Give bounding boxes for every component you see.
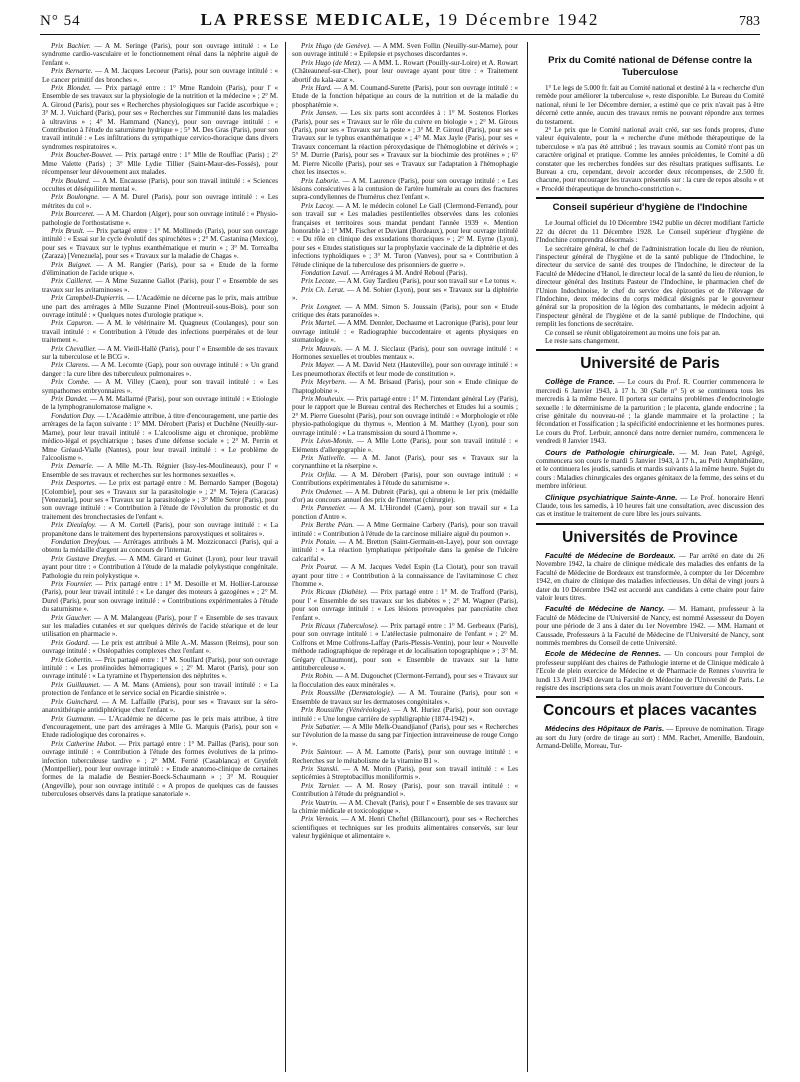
prize-text: — A Mlle Lotte (Paris), pour son travail intitulé : « Eléments d'allergographie ».: [292, 437, 518, 454]
prize-name: Prix Hard.: [301, 84, 332, 93]
prize-text: — A MM. Dennler, Dechaume et Lacronique (Paris), pour leur ouvrage intitulé : « Radiographie buccodentaire et agents physiques en stomatologie ».: [292, 319, 518, 345]
prize-name: Prix Bouchet-Bouvet.: [51, 151, 113, 160]
prize-text: — Prix partagé entre : 1° M. l'intendant général Ley (Paris), pour le rapport que le Bureau central des Recherches et Etudes lui a soumis ; 2° M. Pierre Guesolnt (Paris), pour son ouvrage intitulé : « Morphologie et rôle physio-pathologique du thymus », Mention à M. Matthey (Lyon), pour son ouvrage intitulé : « La transmission du sourd à l'homme ».: [292, 395, 518, 437]
prize-name: Prix Potain.: [301, 537, 337, 546]
issue-number: N° 54: [40, 13, 81, 29]
prize-entry: [42, 656, 278, 681]
prize-text: — A MM. Simon S. Joussain (Paris), pour son « Etude critique des états paranoïdes ».: [292, 302, 518, 319]
prize-name: Prix Lacoy.: [301, 201, 335, 210]
prize-name: Prix Ondemet.: [301, 487, 344, 496]
prize-name: Prix Hugo (de Metz).: [301, 58, 362, 67]
prize-entry: [42, 639, 278, 656]
prize-name: Prix Martel.: [301, 319, 337, 328]
prize-entry: [292, 202, 518, 269]
paragraph: Le Journal officiel du 10 Décembre 1942 publie un décret modifiant l'article 22 du décret du 11 Décembre 1928. Le Conseil supérieur d'hygiène de l'Indochine comprendra désormais :: [536, 219, 764, 245]
prize-name: Prix Tarnier.: [301, 781, 341, 790]
prize-entry: [42, 378, 278, 395]
prize-entry: [292, 277, 518, 285]
prize-entry: [292, 748, 518, 765]
prize-text: — A M. Durel (Paris), pour son ouvrage intitulé : « Les métrites du col ».: [42, 193, 278, 210]
prize-text: — A M. Touraine (Paris), pour son « Ensemble de travaux sur les dermatoses congénitales ».: [292, 689, 518, 706]
prize-entry: [42, 395, 278, 412]
prize-entry: [292, 504, 518, 521]
prize-text: — Prix partagé entre : 1° M. Paillas (Paris), pour son ouvrage intitulé : « Contribution à l'étude des formes évolutives de la primo-infection tuberculeuse tardive » ; 2° MM. Ferrié (Casablanca) et Grynfelt (Montpellier), pour leur ouvrage intitulé : « Etude anatomo-clinique de certaines formes de la maladie de Besnier-Boeck-Schaumann » ; 3° M. Rouquier (Angeville), pour son ouvrage intitulé : « A propos de quelques cas de fausses tuberculoses observés dans la pratique sanatoriale ».: [42, 739, 278, 799]
prize-name: Prix Roussilhe (Dermatologie).: [301, 689, 395, 698]
notice-heading: Cours de Pathologie chirurgicale.: [545, 447, 675, 457]
prize-entry: [42, 177, 278, 194]
prize-entry: [42, 555, 278, 580]
prize-entry: [292, 378, 518, 395]
prize-entry: [42, 681, 278, 698]
prize-text: — A M. David Netz (Hauteville), pour son ouvrage intitulé : « Les pneumothorax électifs et leur mode de constitution ».: [292, 361, 518, 378]
notice-text: — M. Hamant, professeur à la Faculté de Médecine de l'Université de Nancy, est nommé Assesseur du Doyen pour une période de 3 ans à dater du 1er Novembre 1942. — MM. Hamant et Caussade, Professeurs à la Faculté de Médecine de l'Université de Nancy, sont nommés membres du Conseil de cette Université.: [536, 605, 764, 647]
prize-entry: [292, 782, 518, 799]
prize-name: Prix Bruslt.: [51, 226, 85, 235]
prize-name: Prix Jansen.: [301, 109, 338, 118]
section-title: Universités de Province: [562, 528, 738, 546]
column-divider: [285, 42, 286, 1072]
prize-text: — Arrérages à M. André Reboul (Paris).: [350, 268, 468, 277]
prize-text: — A Mlle M.-Th. Régnier (Issy-les-Moulineaux), pour l' « Ensemble de ses travaux et recherches sur les hormones sexuelles ».: [42, 462, 278, 479]
section-heading: [536, 696, 764, 720]
prize-text: — A M. Mallarmé (Paris), pour son ouvrage intitulé : « Etiologie de la lymphogranulomatose maligne ».: [42, 395, 278, 412]
prize-text: — A Mme Germaine Carbery (Paris), pour son travail intitulé : « Contribution à l'étude de la carcinose miliaire aiguë du poumon ».: [292, 521, 518, 538]
prize-entry: [42, 277, 278, 294]
prize-name: Prix Gobertin.: [51, 655, 93, 664]
column-divider: [527, 42, 528, 1072]
prize-text: — A M. Rangier (Paris), pour sa « Etude de la forme d'élimination de l'acide urique ».: [42, 260, 278, 277]
prize-entry: [42, 294, 278, 319]
issue-date: 19 Décembre 1942: [431, 10, 600, 29]
prize-entry: [42, 361, 278, 378]
prize-entry: [42, 84, 278, 151]
notice-item: [536, 552, 764, 602]
prize-entry: [292, 345, 518, 362]
prize-name: Prix Lecoze.: [301, 277, 337, 286]
prize-entry: [292, 538, 518, 563]
prize-entry: [292, 706, 518, 723]
prize-name: Prix Desportes.: [51, 479, 97, 488]
prize-name: Prix Longnet.: [301, 302, 342, 311]
journal-title: [201, 10, 600, 30]
prize-text: — Les six parts sont accordées à : 1° M. Sostenos Florkes (Paris), pour ses « Travaux sur le rôle du cuivre en biologie » ; 2° M. Girous (Paris), pour ses « Travaux sur la peste » ; 3° M. P. Giroud (Paris), pour ses « Travaux sur le typhus exanthématique » ; 4° M. Max Jayle (Paris), pour ses « Travaux concernant la réaction péroxydasique de l'hémoglobine et dérivés » ; 5° M. Durrie (Paris), pour ses « Travaux sur la biochimie des protéines » ; 6° M. Pierre Nicolle (Paris), pour ses « Travaux sur l'adaptation à l'hémophagie chez les insectes ».: [292, 109, 518, 177]
prize-text: — Prix partagé entre : 1° M. de Trafford (Paris), pour l' « Ensemble de ses travaux sur les diabètes » ; 2° M. Wagner (Paris), pour son ouvrage intitulé : « Les lésions provoquées par pancréatite chez l'enfant ».: [292, 588, 518, 622]
prize-text: — A M. Chardon (Alger), pour son ouvrage intitulé : « Physio-pathologie de l'orthostatisme ».: [42, 210, 278, 227]
prize-text: — A M. Malangeau (Paris), pour l' « Ensemble de ses travaux sur les maladies cutanées et sur quelques dérivés de l'acide stéarique et de leur utilisation en pharmacie ».: [42, 613, 278, 639]
prize-name: Prix Bernarte.: [51, 67, 93, 76]
prize-name: Prix Buignet.: [51, 260, 92, 269]
prize-name: Prix Guzmann.: [51, 714, 96, 723]
prize-text: — L'Académie ne décerne pas le prix mais attribue, à titre d'encouragement, une part des arrérages à Mlle G. Marquis (Paris), pour son « Etude radiologique des coronaires ».: [42, 714, 278, 740]
notice-item: [536, 378, 764, 445]
prize-text: — Prix partagé entre : 1° Mlle de Rouffiac (Paris) ; 2° Mme Valette (Paris) ; 3° Mlle Lydie Tillier (Saint-Maur-des-Fossés), pour récompenser leur dévouement aux malades.: [42, 151, 278, 177]
prize-entry: [292, 488, 518, 505]
prize-text: — Prix partagé entre : 1° M. Soullard (Paris), pour son ouvrage intitulé : « Les protéinoïdes hémorragiques » ; 2° M. Marot (Paris), pour son ouvrage intitulé : « La tyramine et l'hypertension des néphrites ».: [42, 655, 278, 681]
prize-text: — A M. Brisaud (Paris), pour son « Etude clinique de l'haptoglobine ».: [292, 378, 518, 395]
prize-name: Prix Ricaux (Tuberculose).: [301, 622, 379, 631]
prize-text: — A M. Lamotte (Paris), pour son ouvrage intitulé : « Recherches sur le métabolisme de la vitamine B1 ».: [292, 748, 518, 765]
section-title: Conseil supérieur d'hygiène de l'Indochine: [552, 202, 748, 214]
prize-text: — A M. Dubreit (Paris), qui a obtenu le 1er prix (médaille d'or) au concours annuel des prix de l'internat (chirurgie).: [292, 487, 518, 504]
prize-name: Fondation Day.: [51, 411, 96, 420]
prize-entry: [42, 151, 278, 176]
prize-entry: [292, 454, 518, 471]
prize-name: Prix Laborie.: [301, 176, 340, 185]
notice-text: — Le Prof. honoraire Henri Claude, tous les samedis, à 10 heures fait une consultation, avec discussion des cas et institue le traitement de cure libre les jours suivants.: [536, 493, 764, 519]
section-heading: [536, 349, 764, 373]
prize-name: Prix Nativelle.: [301, 453, 346, 462]
prize-text: — A MM. Girard et Guinet (Lyon), pour leur travail ayant pour titre : « Contribution à l'étude de la maladie polykystique congénitale. Pathologie du rein polykystique ».: [42, 554, 278, 580]
prize-text: — A M. J. Sicclauz (Paris), pour son ouvrage intitulé : « Hormones sexuelles et troubles mentaux ».: [292, 344, 518, 362]
prize-entry: [42, 521, 278, 538]
prize-text: — A M. le médecin colonel Le Gall (Clermond-Ferrand), pour son travail sur « Les maladies pestilentielles observées dans les colonies françaises et territoires sous mandat pendant l'année 1939 ». Mention honorable à : 1° MM. Fischer et Duviant (Bordeaux), pour leur ouvrage intitulé : « Du rôle en clinique des exsudations thoraciques » ; 2° M. Eyrne (Lyon), pour ses « Etudes statistiques sur la prophylaxie vaccinale de la diphtérie et des infections typhoïdiques » ; 3° M. Turon (Vanves), pour sa « Contribution à l'étude clinique de la tuberculose des prisonniers de guerre ».: [292, 201, 518, 269]
prize-name: Prix Vautrin.: [301, 798, 338, 807]
prize-text: — A M. Huriez (Paris), pour son ouvrage intitulé : « Une longue carrière de syphiligraphie (1874-1942) ».: [292, 706, 518, 723]
prize-text: — Le prix est partagé entre : M. Bernardo Samper (Bogota) [Colombie], pour ses « Travaux sur la parasitologie » ; 2° M. Tejera (Caracas) [Venezuela], pour ses « Travaux sur la parasitologie » ; 3° Mlle Seror (Paris), pour son ouvrage intitulé : « Contribution à l'étude de l'évolution du pronostic et du traitement des bronchectasies de l'enfant ».: [42, 479, 278, 521]
paragraph: Le secrétaire général, le chef de l'administration locale du lieu de réunion, l'inspecteur général de l'hygiène et de la santé publique de l'Indochine, le directeur du service de santé des troupes de l'Indochine, le directeur de la Faculté de Médecine d'Hanoï, le directeur local de la santé du lieu de réunion, le directeur général des Instituts Pasteur de l'Indochine, le pharmacien chef de l'Union Indochinoise, le chef du service des épizooties et de l'élevage de l'Indochine, deux médecins du corps médical désignés par le gouverneur général sur la proposition de la légion des combattants, le médecin adjoint à l'inspecteur général de l'hygiène et de la santé publique de l'Indochine, qui remplit les fonctions de secrétaire.: [536, 244, 764, 329]
prize-text: — A M. Laffaille (Paris), pour ses « Travaux sur la séro-anatoxithérapie antidiphtérique chez l'enfant ».: [42, 697, 278, 715]
prize-name: Prix Stanski.: [301, 764, 340, 773]
notice-text: — Epreuve de nomination. Tirage au sort du Jury (ordre de tirage au sort) : MM. Rachet, Amenille, Baudouin, Armand-Delille, Moreau, Tur-: [536, 725, 764, 751]
prize-text: — A M. Laurence (Paris), pour son ouvrage intitulé : « Les lésions consécutives à la contusion de l'artère humérale au cours des fractures supra-condyliennes de l'humérus chez l'enfant ».: [292, 176, 518, 202]
prize-name: Prix Orfila.: [301, 470, 337, 479]
section-body: [536, 84, 764, 193]
section-body: [536, 552, 764, 693]
prize-entry: [42, 698, 278, 715]
section-body: [536, 725, 764, 750]
prize-name: Prix Bourceret.: [51, 210, 95, 219]
prize-entry: [292, 84, 518, 109]
prize-name: Prix Catherine Hubot.: [51, 739, 117, 748]
notice-heading: Clinique psychiatrique Sainte-Anne.: [545, 492, 678, 502]
prize-text: — L'Académie attribue, à titre d'encouragement, une partie des arrérages de la façon suivante : 1° MM. Dérobert (Paris) et Duchêne (Neuilly-sur-Marne), pour leur travail intitulé : « L'alcoolisme aigu et chronique, problème médico-légal et psychiatrique ; bases d'une défense sociale » ; 2° M. Perrin et Mme Gréaud-Vialle (Nantes), pour leur travail intitulé : « Le problème de l'alcoolisme ».: [42, 411, 278, 462]
prize-entry: [292, 723, 518, 748]
prize-name: Prix Campbell-Dupierris.: [51, 294, 125, 303]
prize-name: Prix Gaucher.: [51, 613, 92, 622]
prize-name: Prix Léon-Monin.: [301, 437, 354, 446]
notice-item: [536, 494, 764, 519]
section-title: Concours et places vacantes: [543, 702, 757, 720]
section-body: [536, 219, 764, 345]
prize-name: Prix Capuron.: [51, 319, 94, 328]
prize-text: — A M. Bretton (Saint-Germain-en-Laye), pour son ouvrage intitulé : « La réaction lymphatique péripoétale dans la genèse de l'ulcère calcarifal ».: [292, 537, 518, 563]
prize-entry: [42, 580, 278, 614]
notice-heading: Ecole de Médecine de Rennes.: [545, 649, 662, 659]
notice-heading: Collège de France.: [545, 377, 615, 387]
prize-entry: [42, 479, 278, 521]
prize-entry: [42, 538, 278, 555]
prize-entry: [292, 521, 518, 538]
prize-text: — A M. Rosey (Paris), pour son travail intitulé : « Contribution à l'étude du prégnandiol ».: [292, 781, 518, 799]
prize-entry: [42, 67, 278, 84]
prize-name: Prix Saintour.: [301, 748, 343, 757]
paragraph: 1° Le legs de 5.000 fr. fait au Comité national et destiné à la « recherche d'un remède pour améliorer la tuberculose », reste disponible. Le Bureau du Comité national, réuni le 1er Décembre dernier, a estimé que ce prix n'avait pas à être décerné cette année, aucun des travaux remis ne pouvant répondre aux termes du testament.: [536, 84, 764, 126]
prize-entry: [292, 563, 518, 588]
prize-entry: [42, 210, 278, 227]
prize-entry: [292, 109, 518, 176]
prize-name: Prix Demarle.: [51, 462, 94, 471]
prize-text: — A MM. Sven Follin (Neuilly-sur-Marne), pour son ouvrage intitulé : « Epilepsie et psychoses discordantes ».: [292, 42, 518, 59]
prize-entry: [292, 303, 518, 320]
prize-text: — A M. Cortell (Paris), pour son ouvrage intitulé : « La propanétone dans le traitement des hypertensions paroxystiques et solitaires ».: [42, 521, 278, 538]
prize-name: Prix Boulard.: [51, 176, 91, 185]
prize-text: — A M. Vieill-Hallé (Paris), pour l' « Ensemble de ses travaux sur la tuberculose et le BCG ».: [42, 344, 278, 362]
prize-text: — Prix partagé entre : 1° M. Desoille et M. Hollier-Larousse (Paris), pour leur travail intitulé : « Le danger des moteurs à gazogènes » ; 2° M. Durel (Paris), pour son ouvrage intitulé : « Contributions expérimentales à l'étude du saturnisme ».: [42, 580, 278, 614]
prize-entry: [42, 462, 278, 479]
notice-heading: Médecins des Hôpitaux de Paris.: [545, 724, 665, 734]
notice-heading: Faculté de Médecine de Nancy.: [545, 604, 665, 614]
prize-entry: [292, 59, 518, 84]
prize-text: — A M. Villey (Caen), pour son travail intitulé : « Les sympathomes embryonnaires ».: [42, 378, 278, 395]
prize-text: — L'Académie ne décerne pas le prix, mais attribue une part des arrérages à Mlle Suzanne Pinel (Montreuil-sous-Bois), pour son ouvrage intitulé : « Quelques notes d'urologie pratique ».: [42, 294, 278, 319]
prize-name: Prix Vernois.: [301, 815, 339, 824]
prize-entry: [42, 261, 278, 278]
notice-item: [536, 725, 764, 750]
section-heading: [536, 197, 764, 214]
prize-name: Prix Combe.: [51, 378, 90, 387]
prize-text: — A M. Janot (Paris), pour ses « Travaux sur la corynanthine et la réserpine ».: [292, 453, 518, 471]
prize-entry: [292, 269, 518, 277]
prize-entry: [292, 437, 518, 454]
prize-entry: [42, 412, 278, 462]
prize-entry: [292, 765, 518, 782]
prize-entry: [292, 395, 518, 437]
prize-text: — A M. le vétérinaire M. Quagneux (Coulanges), pour son travail intitulé : « Contribution à l'étude des infections puerpérales et de leur traitement ».: [42, 319, 278, 345]
notice-heading: Faculté de Médecine de Bordeaux.: [545, 550, 676, 560]
prize-text: — A M. L'Hirondel (Caen), pour son travail sur « La ponction d'Antre ».: [292, 504, 518, 521]
prize-text: — A M. Henri Cheftel (Billancourt), pour ses « Recherches scientifiques et techniques sur les produits alimentaires conservés, sur leur valeur hygiénique et alimentaire ».: [292, 815, 518, 841]
prize-entry: [292, 799, 518, 816]
column-3: [536, 42, 764, 1072]
prize-name: Prix Cailleret.: [51, 277, 93, 286]
prize-name: Prix Clarens.: [51, 361, 90, 370]
prize-entry: [42, 740, 278, 799]
paragraph: 2° Le prix que le Comité national avait créé, sur ses fonds propres, d'une valeur équivalente, pour la « recherche d'une méthode thérapeutique de la tuberculose » n'a pas été attribué ; les travaux soumis au Comité n'ont pas un caractère original et pratique. Comme les années précédentes, le Comité a dû constater que les recherches fondées sur des résultats pratiques suffisants. Le Bureau a cru, cependant, devoir accorder deux récompenses, de 2.500 fr. chacune, pour encourager les travaux présentés sur : la cure de repos absolu » et « Procédé thérapeutique de broncho-constriction ».: [536, 126, 764, 193]
prize-name: Prix Bachier.: [51, 42, 91, 50]
paragraph: Le reste sans changement.: [545, 336, 620, 345]
prize-text: — Le prix est attribué à Mlle A.-M. Masson (Reims), pour son ouvrage intitulé : « Ostéopathies complexes chez l'enfant ».: [42, 638, 278, 656]
prize-text: — A MM. L. Rowart (Pouilly-sur-Loire) et A. Rowart (Châteauneuf-sur-Cher), pour leur ouvrage ayant pour titre : « Traitement abortif du kala-azar ».: [292, 58, 518, 84]
prize-entry: [292, 815, 518, 840]
prize-name: Prix Ricaux (Diabète).: [301, 588, 368, 597]
prize-text: — A M. Chevalt (Paris), pour l' « Ensemble de ses travaux sur la chimie médicale et toxicologique ».: [292, 798, 518, 815]
prize-name: Fondation Dreyfous.: [51, 537, 111, 546]
prize-entry: [292, 672, 518, 689]
prize-text: — Arrérages attribués à M. Mozziconacci (Paris), qui a obtenu la médaille d'argent au concours de l'internat.: [42, 537, 278, 555]
prize-entry: [292, 588, 518, 622]
paragraph: Ce conseil se réunit obligatoirement au moins une fois par an.: [545, 328, 721, 337]
prize-name: Fondation Laval.: [301, 268, 351, 277]
prize-text: — Prix partagé entre : 1° M. Gerbeaux (Paris), pour son ouvrage intitulé : « L'atélectasie pulmonaire de l'enfant » ; 2° M. Colfrons et Mme Colfrons-Laffay (Paris-Plessis-Ventin), pour leur « Nouvelle méthode radiographique de repérage et de localisation topographique » ; 3° M. Grégary (Chaumont), pour son « Ensemble de travaux sur la lutte antituberculeuse ».: [292, 622, 518, 673]
prize-name: Prix Mayer.: [301, 361, 335, 370]
prize-text: — A M. Coumand-Surette (Paris), pour son ouvrage intitulé : « Etude de la fonction hépatique au cours de la nutrition et de la maladie du phosphatémie ».: [292, 84, 518, 109]
page-number: 783: [739, 14, 760, 29]
prize-text: — A M. Morin (Paris), pour son travail intitulé : « Les septicémies à Streptobacillus moniliformis ».: [292, 764, 518, 782]
column-1: [42, 42, 278, 1072]
prize-entry: [42, 42, 278, 67]
notice-text: — M. Jean Patel, Agrégé, commencera son cours le mardi 5 Janvier 1943, à 17 h., au Petit Amphithéâtre, et le continuera les jeudis, samedis et mardis suivants à la même heure. Sujet du cours : Maladies chirurgicales des organes génitaux de la femme, des seins et du membre inférieur.: [536, 448, 764, 491]
prize-text: — Prix partagé entre : 1° Mme Randoin (Paris), pour l' « Ensemble de ses travaux sur la physiologie de la nutrition et la médecine » ; 2° M. A. Giroud (Paris), pour ses « Recherches physiologiques sur l'acide ascorbique » ; 3° M. J. Vuichard (Paris), pour ses « Recherches sur l'immunité dans les maladies à ultravirus » ; 4° M. Hammand (Nancy), pour son ouvrage intitulé : « Contribution à l'étude du saturnisme hydrique » ; 5° M. Des Gras (Paris), pour son travail intitulé : « Les infiltrations du sympathique cervico-thoracique dans divers syndromes respiratoires ».: [42, 84, 278, 151]
section-heading: [536, 52, 764, 79]
prize-text: — A M. Sohier (Lyon), pour ses « Travaux sur la diphtérie ».: [292, 285, 518, 303]
prize-text: — A M. Jacques Vedel Espin (La Ciotat), pour son travail ayant pour titre : « Contribution à la connaissance de l'avitaminose C chez l'homme ».: [292, 563, 518, 588]
notice-item: [536, 650, 764, 692]
notice-item: [536, 605, 764, 647]
prize-name: Prix Boulongne.: [51, 193, 100, 202]
prize-entry: [42, 715, 278, 740]
prize-name: Prix Sabatier.: [301, 722, 341, 731]
prize-name: Prix Meyrbern.: [301, 378, 347, 387]
prize-text: — Prix partagé entre : 1° M. Mollinedo (Paris), pour son ouvrage intitulé : « Essai sur le cycle évolutif des spirochètes » ; 2° M. Castanina (Mexico), pour ses « Travaux sur le typhus exanthématique et murin » ; 3° M. Torrealba (Zaraza) [Venezuela], pour ses « Travaux sur la maladie de Chagas ».: [42, 226, 278, 261]
prize-entry: [292, 319, 518, 344]
prize-name: Prix Ch. Lerat.: [301, 285, 345, 294]
section-heading: [536, 523, 764, 547]
prize-name: Prix Gustave Dreyfus.: [51, 554, 117, 563]
prize-name: Prix Blondet.: [51, 84, 91, 93]
prize-entry: [292, 689, 518, 706]
prize-name: Prix Mauvais.: [301, 344, 343, 353]
section-body: [536, 378, 764, 519]
prize-name: Prix Godard.: [51, 638, 90, 647]
notice-text: — Un concours pour l'emploi de professeur suppléant des chaires de Pathologie interne et de Clinique médicale à l'Ecole de plein exercice de Médecine et de Pharmacie de Rennes s'ouvrira le lundi 13 Avril 1943 devant la Faculté de Médecine de l'Université de Paris. Le registre des inscriptions sera clos un mois avant l'ouverture du Concours.: [536, 650, 764, 692]
prize-name: Prix Dieulafoy.: [51, 521, 97, 530]
prize-entry: [292, 286, 518, 303]
prize-name: Prix Guillaumet.: [51, 680, 101, 689]
prize-text: — A Mme Suzanne Gallot (Paris), pour l' « Ensemble de ses travaux sur les avitaminoses ».: [42, 277, 278, 294]
prize-name: Prix Guinchard.: [51, 697, 99, 706]
notice-text: — Le cours du Prof. R. Courrier commencera le mercredi 6 Janvier 1943, à 17 h. 30 (Salle n° 5) et se continuera tous les mercredis à la même heure. Il portera sur certains problèmes d'endocrinologie sexuelle : le déterminisme de la parturition ; le placenta, glande endocrine ; la crise génitale du nouveau-né ; la glande mammaire et la prolactine ; la fécondation et l'ossification ; la spécificité endocrinienne et les hormones pures. Le cours du Prof. Lerbuir, annoncé dans notre dernier numéro, commencera le vendredi 8 Janvier 1943.: [536, 378, 764, 446]
prize-text: — A M. Mans (Amiens), pour son travail intitulé : « La protection de l'enfance et le service social en Picardie sinistrée ».: [42, 680, 278, 698]
prize-text: — A M. Lecomte (Gap), pour son ouvrage intitulé : « Un grand danger : la cure libre des tuberculeux pulmonaires ».: [42, 361, 278, 378]
prize-entry: [42, 319, 278, 344]
prize-entry: [42, 345, 278, 362]
prize-name: Prix Pourat.: [301, 563, 338, 572]
prize-entry: [42, 614, 278, 639]
prize-text: — A M. Seringe (Paris), pour son ouvrage intitulé : « Le syndrome cardio-vasculaire et le fonctionnement rénal dans la néphrite aiguë de l'enfant ».: [42, 42, 278, 67]
section-title: Prix du Comité national de Défense contre la Tuberculose: [548, 55, 752, 78]
prize-name: Prix Hugo (de Genève).: [301, 42, 371, 50]
notice-item: [536, 449, 764, 491]
prize-text: — A M. Encausse (Paris), pour son travail intitulé : « Sciences occultes et déséquilibre mental ».: [42, 176, 278, 193]
prize-text: — A M. Guy Tardieu (Paris), pour son travail sur « Le tonus ».: [336, 277, 517, 286]
prize-name: Prix Mouheuix.: [301, 395, 346, 404]
prize-text: — A M. Jacques Lecoeur (Paris), pour son ouvrage intitulé : « Le cancer primitif des bronches ».: [42, 67, 278, 84]
prize-text: — A M. Dérobert (Paris), pour son ouvrage intitulé : « Contributions expérimentales à l'étude du saturnisme ».: [292, 470, 518, 488]
prize-text: — A M. Dugouchet (Clermont-Ferrand), pour ses « Travaux sur la flocculation des eaux minérales ».: [292, 672, 518, 689]
prize-name: Prix Dandet.: [51, 395, 88, 404]
prize-text: — A Mlle Melk-Ouandjianof (Paris), pour ses « Recherches sur l'évolution de la masse du sang par l'injection intraveineuse de rouge Congo ».: [292, 722, 518, 748]
prize-entry: [292, 622, 518, 672]
prize-entry: [292, 361, 518, 378]
section-title: Université de Paris: [580, 355, 720, 373]
prize-entry: [292, 471, 518, 488]
page-header: [40, 10, 760, 35]
prize-entry: [42, 193, 278, 210]
notice-text: — Par arrêté en date du 26 Novembre 1942, la chaire de clinique médicale des maladies des enfants de la Faculté de Médecine de Bordeaux est transformée, à compter du 1er Décembre 1942, en chaire de clinique des maladies infectieuses. Un délai de vingt jours à dater du 10 Décembre 1942 est accordé aux candidats à cette chaire pour faire valoir leurs titres.: [536, 551, 764, 602]
prize-name: Prix Roussilhe (Vénéréologie).: [301, 706, 391, 715]
prize-name: Prix Pannetier.: [301, 504, 346, 513]
prize-name: Prix Chevallier.: [51, 344, 97, 353]
prize-name: Prix Berthe Péan.: [301, 521, 355, 530]
prize-name: Prix Fournier.: [51, 580, 93, 588]
prize-entry: [292, 42, 518, 59]
prize-entry: [42, 227, 278, 261]
prize-name: Prix Robin.: [301, 672, 334, 681]
column-2: [292, 42, 518, 1072]
journal-name: LA PRESSE MEDICALE,: [200, 10, 432, 29]
prize-entry: [292, 177, 518, 202]
